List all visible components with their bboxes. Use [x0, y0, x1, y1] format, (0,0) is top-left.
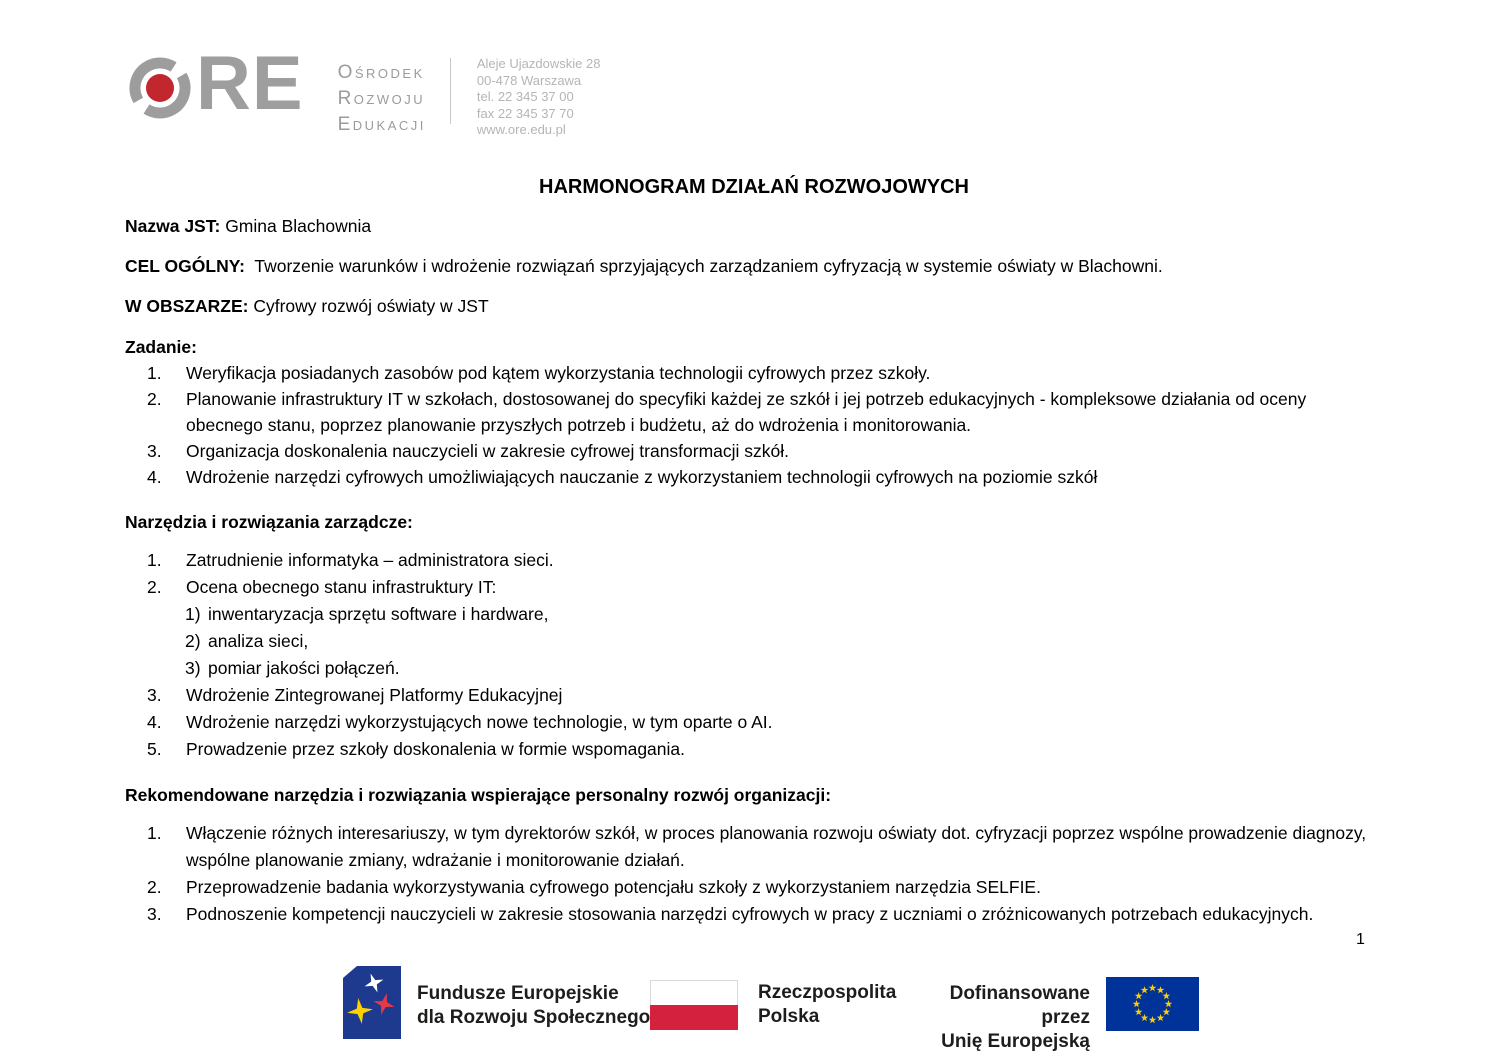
- fe-flag-icon: [343, 966, 401, 1039]
- poland-label-line: Polska: [758, 1006, 820, 1027]
- list-item-number: 1.: [147, 363, 162, 383]
- section-rekomendowane-heading: Rekomendowane narzędzia i rozwiązania wspierające personalny rozwój organizacji:: [125, 785, 832, 805]
- list-item-text: Planowanie infrastruktury IT w szkołach, dostosowanej do specyfiki każdej ze szkół i jej potrzeb edukacyjnych - kompleksowe działania od oceny obecnego stanu, poprzez planowanie przyszłych potrzeb i budżetu, aż do wdrożenia i monitorowania.: [186, 389, 1307, 435]
- sublist-item: [186, 628, 1383, 655]
- eu-funds-label-line: Fundusze Europejskie: [417, 983, 619, 1004]
- ore-address-line: tel. 22 345 37 00: [476, 89, 574, 104]
- list-item-text: Prowadzenie przez szkoły doskonalenia w formie wspomagania.: [186, 739, 685, 759]
- field-nazwa-jst-value: Gmina Blachownia: [225, 216, 372, 236]
- eu-funds-label: [417, 982, 650, 1039]
- list-item: [125, 547, 1383, 574]
- rekomendowane-list: [125, 820, 1383, 928]
- list-item-number: 5.: [147, 739, 162, 759]
- list-item-text: Zatrudnienie informatyka – administratora sieci.: [186, 550, 554, 570]
- list-item-text: pomiar jakości połączeń.: [208, 658, 400, 678]
- list-item: [125, 820, 1383, 874]
- list-item: [125, 574, 1383, 682]
- list-item-number: 2.: [147, 577, 162, 597]
- list-item-number: 3.: [147, 441, 162, 461]
- field-w-obszarze: [125, 296, 1383, 316]
- field-w-obszarze-value: Cyfrowy rozwój oświaty w JST: [253, 296, 489, 316]
- narzedzia-sublist: [186, 601, 1383, 682]
- list-item: [125, 682, 1383, 709]
- list-item-number: 1.: [147, 823, 162, 843]
- list-item-number: 4.: [147, 712, 162, 732]
- list-item-text: Przeprowadzenie badania wykorzystywania cyfrowego potencjału szkoły z wykorzystaniem narzędzia SELFIE.: [186, 877, 1041, 897]
- list-item: [125, 709, 1383, 736]
- list-item: [125, 736, 1383, 763]
- field-nazwa-jst-label: Nazwa JST:: [125, 216, 221, 236]
- eu-funds-label-line: dla Rozwoju Społecznego: [417, 1007, 651, 1028]
- ore-org-name-line: Rozwoju: [337, 88, 426, 109]
- eu-cofunding-logo: [912, 977, 1199, 1054]
- list-item-number: 1.: [147, 550, 162, 570]
- poland-flag-icon: [650, 980, 738, 1030]
- list-item-number: 3.: [147, 904, 162, 924]
- ore-org-name-line: Edukacji: [337, 114, 426, 135]
- poland-logo: [650, 980, 896, 1030]
- field-cel-ogolny-value: Tworzenie warunków i wdrożenie rozwiązań sprzyjających zarządzaniem cyfryzacją w systemie oświaty w Blachowni.: [254, 256, 1163, 276]
- zadanie-list: [125, 360, 1383, 490]
- eu-cofunding-label-line: Dofinansowane przez: [949, 983, 1090, 1028]
- list-item: [125, 386, 1383, 438]
- ore-address-line: Aleje Ujazdowskie 28: [476, 56, 601, 71]
- ore-letters: RE: [196, 41, 304, 126]
- eu-funds-logo: [343, 966, 650, 1039]
- list-item-text: analiza sieci,: [208, 631, 309, 651]
- field-w-obszarze-label: W OBSZARZE:: [125, 296, 249, 316]
- list-item-number: 1): [185, 604, 201, 624]
- eu-cofunding-label-line: Unię Europejską: [941, 1031, 1090, 1052]
- list-item-text: Podnoszenie kompetencji nauczycieli w zakresie stosowania narzędzi cyfrowych w pracy z uczniami o zróżnicowanych potrzebach edukacyjnych.: [186, 904, 1314, 924]
- list-item-number: 3.: [147, 685, 162, 705]
- ore-address-line: 00-478 Warszawa: [476, 72, 582, 88]
- list-item-text: Ocena obecnego stanu infrastruktury IT:: [186, 577, 497, 597]
- list-item-text: Wdrożenie narzędzi cyfrowych umożliwiających nauczanie z wykorzystaniem technologii cyfrowych na poziomie szkół: [186, 467, 1098, 487]
- list-item: [125, 464, 1383, 490]
- list-item: [125, 360, 1383, 386]
- narzedzia-list: [125, 547, 1383, 763]
- list-item-number: 3): [185, 658, 201, 678]
- list-item-number: 2): [185, 631, 201, 651]
- section-narzedzia-heading: Narzędzia i rozwiązania zarządcze:: [125, 512, 413, 532]
- list-item-text: Wdrożenie Zintegrowanej Platformy Edukacyjnej: [186, 685, 563, 705]
- list-item-text: Organizacja doskonalenia nauczycieli w zakresie cyfrowej transformacji szkół.: [186, 441, 790, 461]
- ore-org-name-line: Ośrodek: [337, 62, 425, 83]
- field-nazwa-jst: [125, 216, 1383, 236]
- page-number: 1: [1356, 931, 1365, 948]
- list-item: [125, 874, 1383, 901]
- ore-address-line: www.ore.edu.pl: [476, 122, 566, 137]
- eu-flag-icon: [1106, 977, 1199, 1031]
- eu-cofunding-label: [912, 982, 1090, 1054]
- poland-label: [758, 981, 896, 1030]
- page-title: HARMONOGRAM DZIAŁAŃ ROZWOJOWYCH: [539, 176, 969, 198]
- field-cel-ogolny-label: CEL OGÓLNY:: [125, 256, 245, 276]
- sublist-item: [186, 655, 1383, 682]
- list-item-text: Weryfikacja posiadanych zasobów pod kątem wykorzystania technologii cyfrowych przez szkoły.: [186, 363, 931, 383]
- list-item-number: 4.: [147, 467, 162, 487]
- list-item-number: 2.: [147, 389, 162, 409]
- sublist-item: [186, 601, 1383, 628]
- field-cel-ogolny: [125, 256, 1383, 276]
- ore-address-line: fax 22 345 37 70: [476, 105, 574, 121]
- section-zadanie-heading: Zadanie:: [125, 337, 197, 357]
- list-item: [125, 438, 1383, 464]
- list-item-text: inwentaryzacja sprzętu software i hardware,: [208, 604, 549, 624]
- document-body: [125, 0, 1383, 928]
- list-item-text: Włączenie różnych interesariuszy, w tym dyrektorów szkół, w proces planowania rozwoju oświaty dot. cyfryzacji poprzez wspólne prowadzenie diagnozy, wspólne planowanie zmiany, wdrażanie i monitorowanie działań.: [186, 823, 1367, 870]
- list-item-number: 2.: [147, 877, 162, 897]
- list-item-text: Wdrożenie narzędzi wykorzystujących nowe technologie, w tym oparte o AI.: [186, 712, 773, 732]
- poland-label-line: Rzeczpospolita: [758, 982, 897, 1003]
- list-item: [125, 901, 1383, 928]
